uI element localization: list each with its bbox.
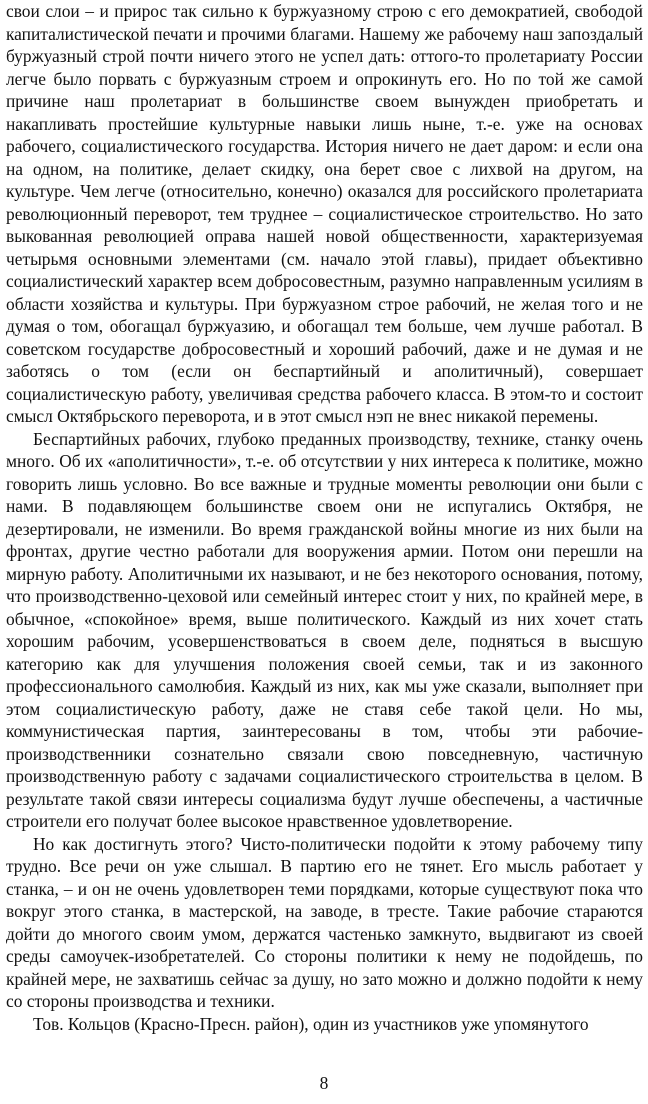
paragraph-continued: свои слои – и прирос так сильно к буржуазному строю с его демократией, свободой капиталистической печати и прочими благами. Нашему же рабочему наш запоздалый буржуазный строй почти ничего этого не успел дать: оттого-то пролетариату России легче было порвать с буржуазным строем и опрокинуть его. Но по той же самой причине наш пролетариат в большинстве своем вынужден приобретать и накапливать простейшие культурные навыки лишь ныне, т.-е. уже на основах рабочего, социалистического государства. История ничего не дает даром: и если она на одном, на политике, делает скидку, она берет свое с лихвой на другом, на культуре. Чем легче (относительно, конечно) оказался для российского пролетариата революционный переворот, тем труднее – социалистическое строительство. Но зато выкованная революцией оправа нашей новой общественности, характеризуемая четырьмя основными элементами (см. начало этой главы), придает объективно социалистический характер всем добросовестным, разумно направленным усилиям в области хозяйства и культуры. При буржуазном строе рабочий, не желая того и не думая о том, обогащал буржуазию, и обогащал тем больше, чем лучше работал. В советском государстве добросовестный и хороший рабочий, даже и не думая и не заботясь о том (если он беспартийный и аполитичный), совершает социалистическую работу, увеличивая средства рабочего класса. В этом-то и состоит смысл Октябрьского переворота, и в этот смысл нэп не внес никакой перемены. xyxy=(6,1,643,426)
document-page xyxy=(6,0,643,1035)
page-number: 8 xyxy=(319,1073,329,1093)
paragraph-koltsov: Тов. Кольцов (Красно-Пресн. район), один из участников уже упомянутого xyxy=(33,1013,589,1034)
paragraph-nonparty-workers: Беспартийных рабочих, глубоко преданных производству, технике, станку очень много. Об их «аполитичности», т.-е. об отсутствии у них интереса к политике, можно говорить лишь условно. Во все важные и трудные моменты революции они были с нами. В подавляющем большинстве своем они не испугались Октября, не дезертировали, не изменили. Во время гражданской войны многие из них были на фронтах, другие честно работали для вооружения армии. Потом они перешли на мирную работу. Аполитичными их называют, и не без некоторого основания, потому, что производственно-цеховой или семейный интерес стоит у них, по крайней мере, в обычное, «спокойное» время, выше политического. Каждый из них хочет стать хорошим рабочим, усовершенствоваться в своем деле, подняться в высшую категорию как для улучшения положения своей семьи, так и из законного профессионального самолюбия. Каждый из них, как мы уже сказали, выполняет при этом социалистическую работу, даже не ставя себе такой цели. Но мы, коммунистическая партия, заинтересованы в том, чтобы эти рабочие-производственники сознательно связали свою повседневную, частичную производственную работу с задачами социалистического строительства в целом. В результате такой связи интересы социализма будут лучше обеспечены, а частичные строители его получат более высокое нравственное удовлетворение. xyxy=(6,428,643,831)
paragraph-how-to-achieve: Но как достигнуть этого? Чисто-политически подойти к этому рабочему типу трудно. Все речи он уже слышал. В партию его не тянет. Его мысль работает у станка, – и он не очень удовлетворен теми порядками, которые существуют пока что вокруг этого станка, в мастерской, на заводе, в тресте. Такие рабочие стараются дойти до многого своим умом, держатся частенько замкнуто, выдвигают из своей среды самоучек-изобретателей. Со стороны политики к нему не подойдешь, по крайней мере, не захватишь сейчас за душу, но зато можно и должно подойти к нему со стороны производства и техники. xyxy=(6,833,643,1011)
